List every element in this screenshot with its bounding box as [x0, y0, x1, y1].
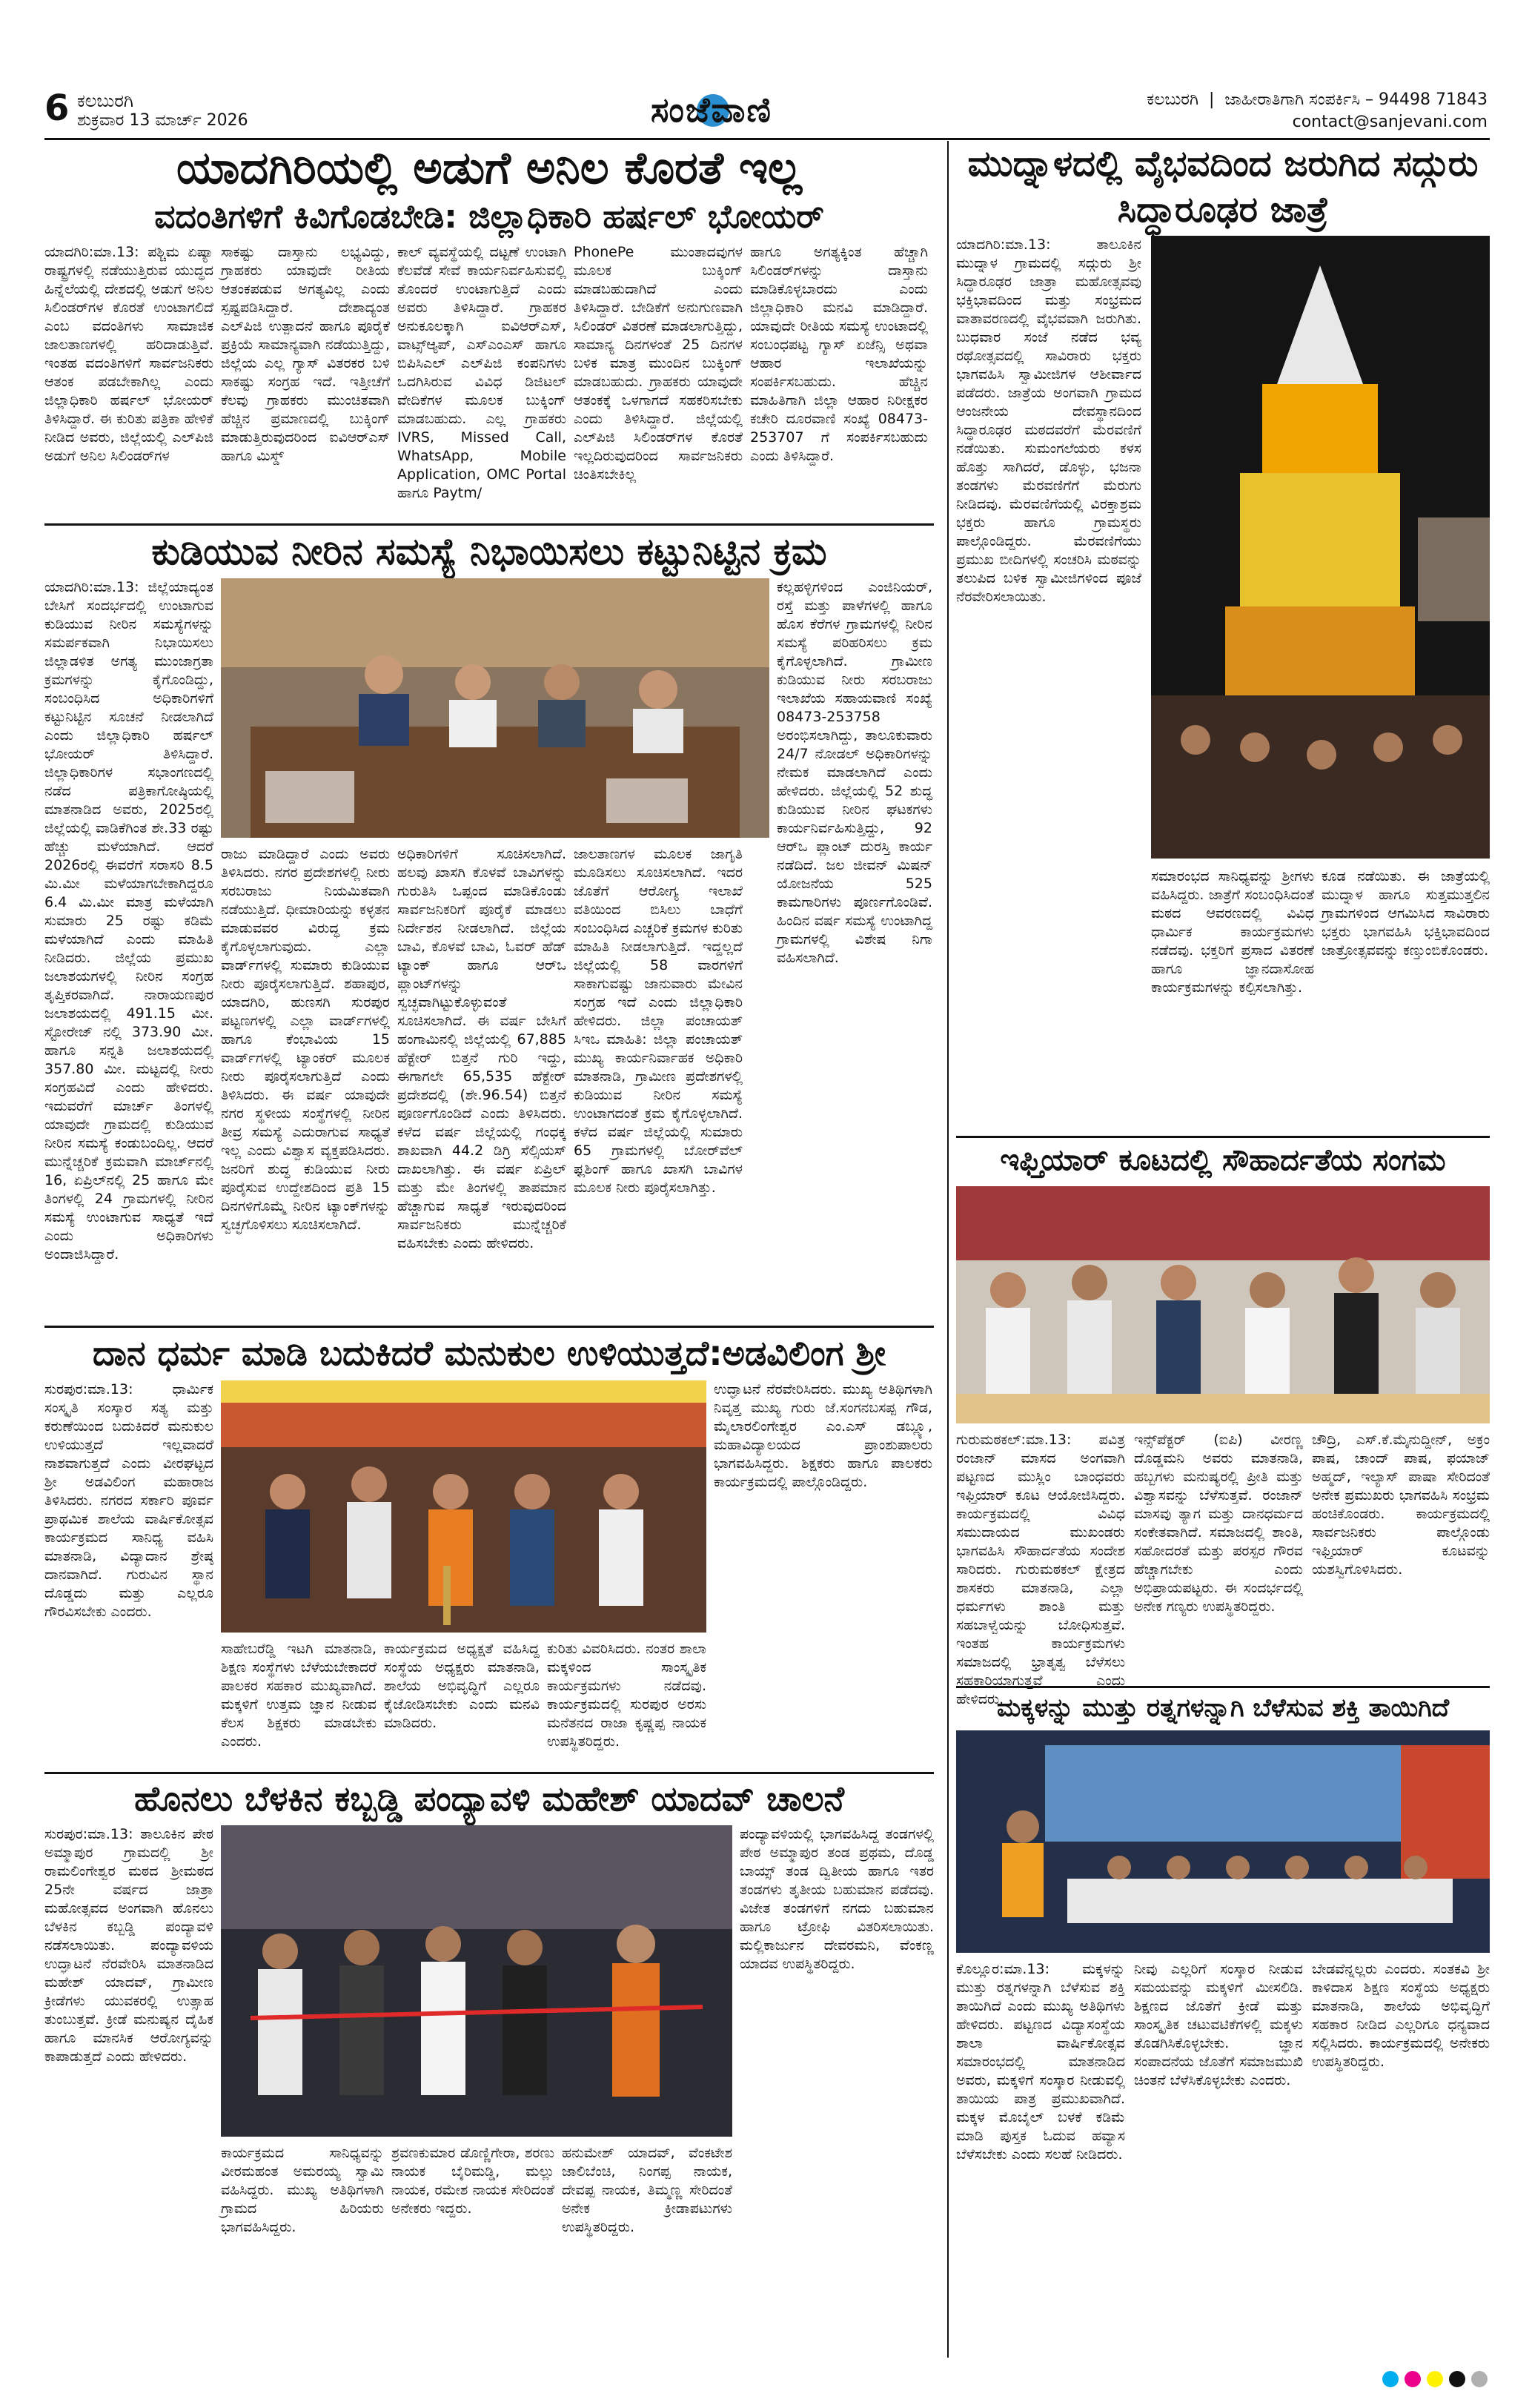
- dana-photo-svg: [221, 1380, 706, 1633]
- iftar-col-1: ಗುರುಮಠಕಲ್:ಮಾ.13: ಪವಿತ್ರ ರಂಜಾನ್ ಮಾಸದ ಅಂಗವಾಗಿ ಪಟ್ಟಣದ ಮುಸ್ಲಿಂ ಬಾಂಧವರು ಇಫ್ತಿಯಾರ್ ಕೂಟ ಆಯೋಜಿಸಿದ್ದರು. ಕಾರ್ಯಕ್ರಮದಲ್ಲಿ ವಿವಿಧ ಸಮುದಾಯದ ಮುಖಂಡರು ಭಾಗವಹಿಸಿ ಸೌಹಾರ್ದತೆಯ ಸಂದೇಶ ಸಾರಿದರು. ಗುರುಮಠಕಲ್ ಕ್ಷೇತ್ರದ ಶಾಸಕರು ಮಾತನಾಡಿ, ಎಲ್ಲಾ ಧರ್ಮಗಳು ಶಾಂತಿ ಮತ್ತು ಸಹಬಾಳ್ವೆಯನ್ನು ಬೋಧಿಸುತ್ತವೆ. ಇಂತಹ ಕಾರ್ಯಕ್ರಮಗಳು ಸಮಾಜದಲ್ಲಿ ಭ್ರಾತೃತ್ವ ಬೆಳೆಸಲು ಸಹಕಾರಿಯಾಗುತ್ತವೆ ಎಂದು ಹೇಳಿದರು.: [956, 1432, 1125, 1707]
- cmyk-dot-yellow: [1427, 2371, 1443, 2387]
- kabaddi-col-3: ಶ್ರವಣಕುಮಾರ ಡೊಣ್ಣಿಗೇರಾ, ಶರಣು ನಾಯಕ ಬೈರಿಮಡ್ಡಿ, ಮಲ್ಲು ನಾಯಕ, ರಮೇಶ ನಾಯಕ ಸೇರಿದಂತೆ ಅನೇಕರು ಇದ್ದರು.: [391, 2145, 554, 2217]
- dana-col-4: ಕುರಿತು ವಿವರಿಸಿದರು. ನಂತರ ಶಾಲಾ ಮಕ್ಕಳಿಂದ ಸಾಂಸ್ಕೃತಿಕ ಕಾರ್ಯಕ್ರಮಗಳು ನಡೆದವು. ಕಾರ್ಯಕ್ರಮದಲ್ಲಿ ಸುರಪುರ ಅರಸು ಮನೆತನದ ರಾಜಾ ಕೃಷ್ಣಪ್ಪ ನಾಯಕ ಉಪಸ್ಥಿತರಿದ್ದರು.: [547, 1641, 706, 1750]
- gas-col-4: PhonePe ಮುಂತಾದವುಗಳ ಮೂಲಕ ಬುಕ್ಕಿಂಗ್ ಮಾಡಬಹುದಾಗಿದೆ ಎಂದು ತಿಳಿಸಿದ್ದಾರೆ. ಬೇಡಿಕೆಗೆ ಅನುಗುಣವಾಗಿ ಸಿಲಿಂಡರ್ ವಿತರಣೆ ಮಾಡಲಾಗುತ್ತಿದ್ದು, ಸಾಮಾನ್ಯ ದಿನಗಳಂತೆ 25 ದಿನಗಳ ಬಳಿಕ ಮಾತ್ರ ಮುಂದಿನ ಬುಕ್ಕಿಂಗ್ ಮಾಡಬಹುದು. ಗ್ರಾಹಕರು ಯಾವುದೇ ಆತಂಕಕ್ಕೆ ಒಳಗಾಗದೆ ಸಹಕರಿಸಬೇಕು ಎಂದು ತಿಳಿಸಿದ್ದಾರೆ. ಜಿಲ್ಲೆಯಲ್ಲಿ ಎಲ್‌ಪಿಜಿ ಸಿಲಿಂಡರ್‌ಗಳ ಕೊರತೆ ಇಲ್ಲದಿರುವುದರಿಂದ ಸಾರ್ವಜನಿಕರು ಚಿಂತಿಸಬೇಕಿಲ್ಲ: [574, 244, 743, 483]
- gas-col-5: ಹಾಗೂ ಅಗತ್ಯಕ್ಕಿಂತ ಹೆಚ್ಚಾಗಿ ಸಿಲಿಂಡರ್‌ಗಳನ್ನು ದಾಸ್ತಾನು ಮಾಡಿಕೊಳ್ಳಬಾರದು ಎಂದು ಜಿಲ್ಲಾಧಿಕಾರಿ ಮನವಿ ಮಾಡಿದ್ದಾರೆ. ಯಾವುದೇ ರೀತಿಯ ಸಮಸ್ಯೆ ಉಂಟಾದಲ್ಲಿ ಸಂಬಂಧಪಟ್ಟ ಗ್ಯಾಸ್ ಏಜೆನ್ಸಿ ಅಥವಾ ಆಹಾರ ಇಲಾಖೆಯನ್ನು ಸಂಪರ್ಕಿಸಬಹುದು. ಹೆಚ್ಚಿನ ಮಾಹಿತಿಗಾಗಿ ಜಿಲ್ಲಾ ಆಹಾರ ನಿರೀಕ್ಷಕರ ಕಚೇರಿ ದೂರವಾಣಿ ಸಂಖ್ಯೆ 08473-253707 ಗೆ ಸಂಪರ್ಕಿಸಬಹುದು ಎಂದು ತಿಳಿಸಿದ್ದಾರೆ.: [750, 244, 928, 464]
- gas-subheadline: ವದಂತಿಗಳಿಗೆ ಕಿವಿಗೊಡಬೇಡಿ: ಜಿಲ್ಲಾಧಿಕಾರಿ ಹರ್ಷಲ್ ಭೋಯರ್: [154, 198, 824, 236]
- water-col-2: ರಾಜು ಮಾಡಿದ್ದಾರೆ ಎಂದು ಅವರು ತಿಳಿಸಿದರು. ನಗರ ಪ್ರದೇಶಗಳಲ್ಲಿ ನೀರು ಸರಬರಾಜು ನಿಯಮಿತವಾಗಿ ನಡೆಯುತ್ತಿದೆ. ಧೀಮಾರಿಯನ್ನು ಕಳ್ಳತನ ಮಾಡುವವರ ವಿರುದ್ಧ ಕ್ರಮ ಕೈಗೊಳ್ಳಲಾಗುವುದು. ಎಲ್ಲಾ ವಾರ್ಡ್‌ಗಳಲ್ಲಿ ಸುಮಾರು ಕುಡಿಯುವ ನೀರು ಪೂರೈಸಲಾಗುತ್ತಿದೆ. ಶಹಾಪುರ, ಯಾದಗಿರಿ, ಹುಣಸಗಿ ಸುರಪುರ ಪಟ್ಟಣಗಳಲ್ಲಿ ಎಲ್ಲಾ ವಾರ್ಡ್‌ಗಳಲ್ಲಿ ಹಾಗೂ ಕೆಂಭಾವಿಯ 15 ವಾರ್ಡ್‌ಗಳಲ್ಲಿ ಟ್ಯಾಂಕರ್ ಮೂಲಕ ನೀರು ಪೂರೈಸಲಾಗುತ್ತಿದೆ ಎಂದು ತಿಳಿಸಿದರು. ಈ ವರ್ಷ ಯಾವುದೇ ನಗರ ಸ್ಥಳೀಯ ಸಂಸ್ಥೆಗಳಲ್ಲಿ ನೀರಿನ ತೀವ್ರ ಸಮಸ್ಯೆ ಎದುರಾಗುವ ಸಾಧ್ಯತೆ ಇಲ್ಲ ಎಂದು ವಿಶ್ವಾಸ ವ್ಯಕ್ತಪಡಿಸಿದರು. ಜನರಿಗೆ ಶುದ್ಧ ಕುಡಿಯುವ ನೀರು ಪೂರೈಸುವ ಉದ್ದೇಶದಿಂದ ಪ್ರತಿ 15 ದಿನಗಳಿಗೊಮ್ಮೆ ನೀರಿನ ಟ್ಯಾಂಕ್‌ಗಳನ್ನು ಸ್ವಚ್ಛಗೊಳಿಸಲು ಸೂಚಿಸಲಾಗಿದೆ.: [221, 846, 390, 1233]
- water-col-5: ಕಲ್ಲಹಳ್ಳಿಗಳಿಂದ ಎಂಜಿನಿಯರ್, ರಸ್ತೆ ಮತ್ತು ಪಾಳೆಗಳಲ್ಲಿ ಹಾಗೂ ಹೊಸ ಕೆರೆಗಳ ಗ್ರಾಮಗಳಲ್ಲಿ ನೀರಿನ ಸಮಸ್ಯೆ ಪರಿಹರಿಸಲು ಕ್ರಮ ಕೈಗೊಳ್ಳಲಾಗಿದೆ. ಗ್ರಾಮೀಣ ಕುಡಿಯುವ ನೀರು ಸರಬರಾಜು ಇಲಾಖೆಯ ಸಹಾಯವಾಣಿ ಸಂಖ್ಯೆ 08473-253758 ಅರಂಭಿಸಲಾಗಿದ್ದು, ತಾಲೂಕುವಾರು 24/7 ನೋಡಲ್ ಅಧಿಕಾರಿಗಳನ್ನು ನೇಮಕ ಮಾಡಲಾಗಿದೆ ಎಂದು ಹೇಳಿದರು. ಜಿಲ್ಲೆಯಲ್ಲಿ 52 ಶುದ್ಧ ಕುಡಿಯುವ ನೀರಿನ ಘಟಕಗಳು ಕಾರ್ಯನಿರ್ವಹಿಸುತ್ತಿದ್ದು, 92 ಆರ್‌ಒ ಪ್ಲಾಂಟ್ ದುರಸ್ತಿ ಕಾರ್ಯ ನಡೆದಿದೆ. ಜಲ ಜೀವನ್ ಮಿಷನ್ ಯೋಜನೆಯ 525 ಕಾಮಗಾರಿಗಳು ಪೂರ್ಣಗೊಂಡಿವೆ. ಹಿಂದಿನ ವರ್ಷ ಸಮಸ್ಯೆ ಉಂಟಾಗಿದ್ದ ಗ್ರಾಮಗಳಲ್ಲಿ ವಿಶೇಷ ನಿಗಾ ವಹಿಸಲಾಗಿದೆ.: [777, 579, 932, 966]
- makkalu-col-2: ನೀವು ಎಲ್ಲರಿಗೆ ಸಂಸ್ಕಾರ ನೀಡುವ ಸಮಯವನ್ನು ಮಕ್ಕಳಿಗೆ ಮೀಸಲಿಡಿ. ಶಿಕ್ಷಣದ ಜೊತೆಗೆ ಕ್ರೀಡೆ ಮತ್ತು ಸಾಂಸ್ಕೃತಿಕ ಚಟುವಟಿಕೆಗಳಲ್ಲಿ ಮಕ್ಕಳು ತೊಡಗಿಸಿಕೊಳ್ಳಬೇಕು. ಜ್ಞಾನ ಸಂಪಾದನೆಯ ಜೊತೆಗೆ ಸಮಾಜಮುಖಿ ಚಿಂತನೆ ಬೆಳೆಸಿಕೊಳ್ಳಬೇಕು ಎಂದರು.: [1134, 1961, 1303, 2088]
- column-divider: [947, 141, 949, 2358]
- kabaddi-col-5: ಪಂದ್ಯಾವಳಿಯಲ್ಲಿ ಭಾಗವಹಿಸಿದ್ದ ತಂಡಗಳಲ್ಲಿ ಪೇಠ ಅಮ್ಮಾಪುರ ತಂಡ ಪ್ರಥಮ, ದೊಡ್ಡ ಬಾಯ್ಸ್ ತಂಡ ದ್ವಿತೀಯ ಹಾಗೂ ಇತರ ತಂಡಗಳು ತೃತೀಯ ಬಹುಮಾನ ಪಡೆದವು. ವಿಜೇತ ತಂಡಗಳಿಗೆ ನಗದು ಬಹುಮಾನ ಹಾಗೂ ಟ್ರೋಫಿ ವಿತರಿಸಲಾಯಿತು. ಮಲ್ಲಿಕಾರ್ಜುನ ದೇವರಮನಿ, ವೆಂಕಣ್ಣ ಯಾದವ ಉಪಸ್ಥಿತರಿದ್ದರು.: [740, 1826, 934, 1972]
- jatre-headline: ಮುದ್ನಾಳದಲ್ಲಿ ವೈಭವದಿಂದ ಜರುಗಿದ ಸದ್ಗುರು ಸಿದ್ಧಾರೂಢರ ಜಾತ್ರೆ: [967, 143, 1479, 231]
- makkalu-stage-photo: [956, 1730, 1490, 1953]
- dana-rule: [44, 1772, 934, 1774]
- water-headline: ಕುಡಿಯುವ ನೀರಿನ ಸಮಸ್ಯೆ ನಿಭಾಯಿಸಲು ಕಟ್ಟುನಿಟ್ಟಿನ ಕ್ರಮ: [151, 530, 827, 573]
- makkalu-col-1: ಕೊಲ್ಲೂರ:ಮಾ.13: ಮಕ್ಕಳನ್ನು ಮುತ್ತು ರತ್ನಗಳನ್ನಾಗಿ ಬೆಳೆಸುವ ಶಕ್ತಿ ತಾಯಿಗಿದೆ ಎಂದು ಮುಖ್ಯ ಅತಿಥಿಗಳು ಹೇಳಿದರು. ಪಟ್ಟಣದ ವಿದ್ಯಾಸಂಸ್ಥೆಯ ಶಾಲಾ ವಾರ್ಷಿಕೋತ್ಸವ ಸಮಾರಂಭದಲ್ಲಿ ಮಾತನಾಡಿದ ಅವರು, ಮಕ್ಕಳಿಗೆ ಸಂಸ್ಕಾರ ನೀಡುವಲ್ಲಿ ತಾಯಿಯ ಪಾತ್ರ ಪ್ರಮುಖವಾಗಿದೆ. ಮಕ್ಕಳ ಮೊಬೈಲ್ ಬಳಕೆ ಕಡಿಮೆ ಮಾಡಿ ಪುಸ್ತಕ ಓದುವ ಹವ್ಯಾಸ ಬೆಳೆಸಬೇಕು ಎಂದು ಸಲಹೆ ನೀಡಿದರು.: [956, 1961, 1125, 2163]
- dana-col-3: ಕಾರ್ಯಕ್ರಮದ ಅಧ್ಯಕ್ಷತೆ ವಹಿಸಿದ್ದ ಸಂಸ್ಥೆಯ ಅಧ್ಯಕ್ಷರು ಮಾತನಾಡಿ, ಶಾಲೆಯ ಅಭಿವೃದ್ಧಿಗೆ ಎಲ್ಲರೂ ಕೈಜೋಡಿಸಬೇಕು ಎಂದು ಮನವಿ ಮಾಡಿದರು.: [384, 1641, 540, 1731]
- dana-col-2: ಸಾಹೇಬರೆಡ್ಡಿ ಇಟಗಿ ಮಾತನಾಡಿ, ಶಿಕ್ಷಣ ಸಂಸ್ಥೆಗಳು ಬೆಳೆಯಬೇಕಾದರೆ ಪಾಲಕರ ಸಹಕಾರ ಮುಖ್ಯವಾಗಿದೆ. ಮಕ್ಕಳಿಗೆ ಉತ್ತಮ ಜ್ಞಾನ ನೀಡುವ ಕೆಲಸ ಶಿಕ್ಷಕರು ಮಾಡಬೇಕು ಎಂದರು.: [221, 1641, 377, 1750]
- cmyk-dot-cyan: [1382, 2371, 1399, 2387]
- iftar-col-3: ಚೌದ್ರಿ, ಎಸ್.ಕೆ.ಮೈನುದ್ದೀನ್, ಅಕ್ರಂ ಪಾಷ, ಚಾಂದ್ ಪಾಷ, ಫಯಾಜ್ ಅಹ್ಮದ್, ಇಲ್ಯಾಸ್ ಪಾಷಾ ಸೇರಿದಂತೆ ಅನೇಕ ಪ್ರಮುಖರು ಭಾಗವಹಿಸಿ ಸಂಭ್ರಮ ಹಂಚಿಕೊಂಡರು. ಕಾರ್ಯಕ್ರಮದಲ್ಲಿ ಸಾರ್ವಜನಿಕರು ಪಾಲ್ಗೊಂಡು ಇಫ್ತಿಯಾರ್ ಕೂಟವನ್ನು ಯಶಸ್ವಿಗೊಳಿಸಿದರು.: [1312, 1432, 1490, 1578]
- dana-headline: ದಾನ ಧರ್ಮ ಮಾಡಿ ಬದುಕಿದರೆ ಮನುಕುಲ ಉಳಿಯುತ್ತದೆ:ಅಡವಿಲಿಂಗ ಶ್ರೀ: [93, 1333, 886, 1373]
- contact-email: contact@sanjevani.com: [1292, 113, 1488, 131]
- masthead-text: ಸಂಜೆವಾಣಿ: [651, 90, 772, 130]
- jatre-photo-svg: [1151, 236, 1490, 859]
- kabaddi-col-1: ಸುರಪುರ:ಮಾ.13: ತಾಲೂಕಿನ ಪೇಠ ಅಮ್ಮಾಪುರ ಗ್ರಾಮದಲ್ಲಿ ಶ್ರೀ ರಾಮಲಿಂಗೇಶ್ವರ ಮಠದ ಶ್ರೀಮಠದ 25ನೇ ವರ್ಷದ ಜಾತ್ರಾ ಮಹೋತ್ಸವದ ಅಂಗವಾಗಿ ಹೊನಲು ಬೆಳಕಿನ ಕಬ್ಬಡ್ಡಿ ಪಂದ್ಯಾವಳಿ ನಡೆಸಲಾಯಿತು. ಪಂದ್ಯಾವಳಿಯ ಉದ್ಘಾಟನೆ ನೆರವೇರಿಸಿ ಮಾತನಾಡಿದ ಮಹೇಶ್ ಯಾದವ್, ಗ್ರಾಮೀಣ ಕ್ರೀಡೆಗಳು ಯುವಕರಲ್ಲಿ ಉತ್ಸಾಹ ತುಂಬುತ್ತವೆ. ಕ್ರೀಡೆ ಮನುಷ್ಯನ ದೈಹಿಕ ಹಾಗೂ ಮಾನಸಿಕ ಆರೋಗ್ಯವನ್ನು ಕಾಪಾಡುತ್ತದೆ ಎಂದು ಹೇಳಿದರು.: [44, 1826, 213, 2065]
- ad-contact: ಜಾಹೀರಾತಿಗಾಗಿ ಸಂಪರ್ಕಿಸಿ – 94498 71843: [1224, 90, 1488, 109]
- cmyk-dot-grey: [1471, 2371, 1488, 2387]
- iftar-rule: [956, 1686, 1490, 1688]
- header-rule: [44, 138, 1490, 140]
- makkalu-headline: ಮಕ್ಕಳನ್ನು ಮುತ್ತು ರತ್ನಗಳನ್ನಾಗಿ ಬೆಳೆಸುವ ಶಕ್ತಿ ತಾಯಿಗಿದೆ: [996, 1693, 1450, 1723]
- masthead-logo: [504, 85, 919, 136]
- dana-col-1: ಸುರಪುರ:ಮಾ.13: ಧಾರ್ಮಿಕ ಸಂಸ್ಕೃತಿ ಸಂಸ್ಕಾರ ಸತ್ಯ ಮತ್ತು ಕರುಣೆಯಿಂದ ಬದುಕಿದರೆ ಮನುಕುಲ ಉಳಿಯುತ್ತದೆ ಇಲ್ಲವಾದರೆ ನಾಶವಾಗುತ್ತದೆ ಎಂದು ವೀರಘಟ್ಟದ ಶ್ರೀ ಅಡವಿಲಿಂಗ ಮಹಾರಾಜ ತಿಳಿಸಿದರು. ನಗರದ ಸರ್ಕಾರಿ ಪೂರ್ವ ಪ್ರಾಥಮಿಕ ಶಾಲೆಯ ವಾರ್ಷಿಕೋತ್ಸವ ಕಾರ್ಯಕ್ರಮದ ಸಾನಿಧ್ಯ ವಹಿಸಿ ಮಾತನಾಡಿ, ವಿದ್ಯಾದಾನ ಶ್ರೇಷ್ಠ ದಾನವಾಗಿದೆ. ಗುರುವಿನ ಸ್ಥಾನ ದೊಡ್ಡದು ಮತ್ತು ಎಲ್ಲರೂ ಗೌರವಿಸಬೇಕು ಎಂದರು.: [44, 1381, 213, 1620]
- iftar-col-2: ಇನ್ಸ್‌ಪೆಕ್ಟರ್ (ಐಪಿ) ವೀರಣ್ಣ ದೊಡ್ಡಮನಿ ಅವರು ಮಾತನಾಡಿ, ಹಬ್ಬಗಳು ಮನುಷ್ಯರಲ್ಲಿ ಪ್ರೀತಿ ಮತ್ತು ವಿಶ್ವಾಸವನ್ನು ಬೆಳೆಸುತ್ತವೆ. ರಂಜಾನ್ ಮಾಸವು ತ್ಯಾಗ ಮತ್ತು ದಾನಧರ್ಮದ ಸಂಕೇತವಾಗಿದೆ. ಸಮಾಜದಲ್ಲಿ ಶಾಂತಿ, ಸಹೋದರತೆ ಮತ್ತು ಪರಸ್ಪರ ಗೌರವ ಹೆಚ್ಚಾಗಬೇಕು ಎಂದು ಅಭಿಪ್ರಾಯಪಟ್ಟರು. ಈ ಸಂದರ್ಭದಲ್ಲಿ ಅನೇಕ ಗಣ್ಯರು ಉಪಸ್ಥಿತರಿದ್ದರು.: [1134, 1432, 1303, 1615]
- cmyk-registration-marks: [1382, 2371, 1488, 2387]
- jatre-col-2: ಸಮಾರಂಭದ ಸಾನಿಧ್ಯವನ್ನು ಶ್ರೀಗಳು ವಹಿಸಿದ್ದರು. ಜಾತ್ರೆಗೆ ಸಂಬಂಧಿಸಿದಂತೆ ಮಠದ ಆವರಣದಲ್ಲಿ ವಿವಿಧ ಧಾರ್ಮಿಕ ಕಾರ್ಯಕ್ರಮಗಳು ನಡೆದವು. ಭಕ್ತರಿಗೆ ಪ್ರಸಾದ ವಿತರಣೆ ಹಾಗೂ ಜ್ಞಾನದಾಸೋಹ ಕಾರ್ಯಕ್ರಮಗಳನ್ನು ಕಲ್ಪಿಸಲಾಗಿತ್ತು.: [1151, 868, 1314, 996]
- water-rule: [44, 1326, 934, 1328]
- water-col-4: ಜಾಲತಾಣಗಳ ಮೂಲಕ ಜಾಗೃತಿ ಮೂಡಿಸಲು ಸೂಚಿಸಲಾಗಿದೆ. ಇದರ ಜೊತೆಗೆ ಆರೋಗ್ಯ ಇಲಾಖೆ ವತಿಯಿಂದ ಬಿಸಿಲು ಬಾಧೆಗೆ ಸಂಬಂಧಿಸಿದ ಎಚ್ಚರಿಕೆ ಕ್ರಮಗಳ ಕುರಿತು ಮಾಹಿತಿ ನೀಡಲಾಗುತ್ತಿದೆ. ಇದ್ದಲ್ಲದೆ ಜಿಲ್ಲೆಯಲ್ಲಿ 58 ವಾರಗಳಿಗೆ ಸಾಕಾಗುವಷ್ಟು ಜಾನುವಾರು ಮೇವಿನ ಸಂಗ್ರಹ ಇದೆ ಎಂದು ಜಿಲ್ಲಾಧಿಕಾರಿ ಹೇಳಿದರು. ಜಿಲ್ಲಾ ಪಂಚಾಯತ್ ಸಿಇಒ ಮಾಹಿತಿ: ಜಿಲ್ಲಾ ಪಂಚಾಯತ್ ಮುಖ್ಯ ಕಾರ್ಯನಿರ್ವಾಹಕ ಅಧಿಕಾರಿ ಮಾತನಾಡಿ, ಗ್ರಾಮೀಣ ಪ್ರದೇಶಗಳಲ್ಲಿ ಕುಡಿಯುವ ನೀರಿನ ಸಮಸ್ಯೆ ಉಂಟಾಗದಂತೆ ಕ್ರಮ ಕೈಗೊಳ್ಳಲಾಗಿದೆ. ಕಳೆದ ವರ್ಷ ಜಿಲ್ಲೆಯಲ್ಲಿ ಸುಮಾರು 65 ಗ್ರಾಮಗಳಲ್ಲಿ ಬೋರ್‌ವೆಲ್ ಫ್ಲಶಿಂಗ್ ಹಾಗೂ ಖಾಸಗಿ ಬಾವಿಗಳ ಮೂಲಕ ನೀರು ಪೂರೈಸಲಾಗಿತ್ತು.: [574, 846, 743, 1196]
- water-photo-svg: [221, 578, 769, 838]
- kabaddi-col-2: ಕಾರ್ಯಕ್ರಮದ ಸಾನಿಧ್ಯವನ್ನು ವೀರಮಹಂತ ಅಮರಯ್ಯ ಸ್ವಾಮಿ ವಹಿಸಿದ್ದರು. ಮುಖ್ಯ ಅತಿಥಿಗಳಾಗಿ ಗ್ರಾಮದ ಹಿರಿಯರು ಭಾಗವಹಿಸಿದ್ದರು.: [221, 2145, 384, 2235]
- page-number: 6: [44, 87, 70, 129]
- header-right-city: ಕಲಬುರಗಿ: [1147, 90, 1198, 109]
- cmyk-dot-magenta: [1405, 2371, 1421, 2387]
- jatre-col-3: ಕೂಡ ನಡೆಯಿತು. ಈ ಜಾತ್ರೆಯಲ್ಲಿ ಮುದ್ನಾಳ ಹಾಗೂ ಸುತ್ತಮುತ್ತಲಿನ ಗ್ರಾಮಗಳಿಂದ ಆಗಮಿಸಿದ ಸಾವಿರಾರು ಭಕ್ತರು ಭಾಗವಹಿಸಿ ಭಕ್ತಿಭಾವದಿಂದ ಜಾತ್ರೋತ್ಸವವನ್ನು ಕಣ್ತುಂಬಿಕೊಂಡರು.: [1322, 868, 1490, 959]
- gas-rule: [44, 523, 934, 526]
- kabaddi-col-4: ಹನುಮೇಶ್ ಯಾದವ್, ವೆಂಕಟೇಶ ಜಾಲಿಬೆಂಚಿ, ನಿಂಗಪ್ಪ ನಾಯಕ, ದೇವಪ್ಪ ನಾಯಕ, ತಿಮ್ಮಣ್ಣ ಸೇರಿದಂತೆ ಅನೇಕ ಕ್ರೀಡಾಪಟುಗಳು ಉಪಸ್ಥಿತರಿದ್ದರು.: [562, 2145, 732, 2235]
- makkalu-photo-svg: [956, 1730, 1490, 1953]
- iftar-photo-svg: [956, 1186, 1490, 1423]
- iftar-photo: [956, 1186, 1490, 1423]
- jatre-chariot-photo: [1151, 236, 1490, 859]
- gas-headline: ಯಾದಗಿರಿಯಲ್ಲಿ ಅಡುಗೆ ಅನಿಲ ಕೊರತೆ ಇಲ್ಲ: [176, 142, 802, 194]
- gas-col-1: ಯಾದಗಿರಿ:ಮಾ.13: ಪಶ್ಚಿಮ ಏಷ್ಯಾ ರಾಷ್ಟ್ರಗಳಲ್ಲಿ ನಡೆಯುತ್ತಿರುವ ಯುದ್ಧದ ಹಿನ್ನೆಲೆಯಲ್ಲಿ ದೇಶದಲ್ಲಿ ಅಡುಗೆ ಅನಿಲ ಸಿಲಿಂಡರ್‌ಗಳ ಕೊರತೆ ಉಂಟಾಗಲಿದೆ ಎಂಬ ವದಂತಿಗಳು ಸಾಮಾಜಿಕ ಜಾಲತಾಣಗಳಲ್ಲಿ ಹರಿದಾಡುತ್ತಿವೆ. ಇಂತಹ ವದಂತಿಗಳಿಗೆ ಸಾರ್ವಜನಿಕರು ಆತಂಕ ಪಡಬೇಕಾಗಿಲ್ಲ ಎಂದು ಜಿಲ್ಲಾಧಿಕಾರಿ ಹರ್ಷಲ್ ಭೋಯರ್ ತಿಳಿಸಿದ್ದಾರೆ. ಈ ಕುರಿತು ಪತ್ರಿಕಾ ಹೇಳಿಕೆ ನೀಡಿದ ಅವರು, ಜಿಲ್ಲೆಯಲ್ಲಿ ಎಲ್‌ಪಿಜಿ ಅಡುಗೆ ಅನಿಲ ಸಿಲಿಂಡರ್‌ಗಳ: [44, 244, 213, 464]
- header-contact: ಕಲಬುರಗಿ | ಜಾಹೀರಾತಿಗಾಗಿ ಸಂಪರ್ಕಿಸಿ – 94498 71843 contact@sanjevani.com: [1147, 89, 1488, 133]
- dana-col-5: ಉದ್ಘಾಟನೆ ನೆರವೇರಿಸಿದರು. ಮುಖ್ಯ ಅತಿಥಿಗಳಾಗಿ ನಿವೃತ್ತ ಮುಖ್ಯ ಗುರು ಜೆ.ಸಂಗನಬಸಪ್ಪ ಗೌಡ, ಮೈಲಾರಲಿಂಗೇಶ್ವರ ಎಂ.ಎಸ್ ಡಬ್ಲ್ಯೂ, ಮಹಾವಿದ್ಯಾಲಯದ ಪ್ರಾಂಶುಪಾಲರು ಭಾಗವಹಿಸಿದ್ದರು. ಶಿಕ್ಷಕರು ಹಾಗೂ ಪಾಲಕರು ಕಾರ್ಯಕ್ರಮದಲ್ಲಿ ಪಾಲ್ಗೊಂಡಿದ್ದರು.: [714, 1381, 932, 1490]
- gas-col-2: ಸಾಕಷ್ಟು ದಾಸ್ತಾನು ಲಭ್ಯವಿದ್ದು, ಗ್ರಾಹಕರು ಯಾವುದೇ ರೀತಿಯ ಆತಂಕಪಡುವ ಅಗತ್ಯವಿಲ್ಲ ಎಂದು ಸ್ಪಷ್ಟಪಡಿಸಿದ್ದಾರೆ. ದೇಶಾದ್ಯಂತ ಎಲ್‌ಪಿಜಿ ಉತ್ಪಾದನೆ ಹಾಗೂ ಪೂರೈಕೆ ಪ್ರಕ್ರಿಯೆ ಸಾಮಾನ್ಯವಾಗಿ ನಡೆಯುತ್ತಿದ್ದು, ಜಿಲ್ಲೆಯ ಎಲ್ಲ ಗ್ಯಾಸ್ ವಿತರಕರ ಬಳಿ ಸಾಕಷ್ಟು ಸಂಗ್ರಹ ಇದೆ. ಇತ್ತೀಚೆಗೆ ಕೆಲವು ಗ್ರಾಹಕರು ಮುಂಚಿತವಾಗಿ ಹೆಚ್ಚಿನ ಪ್ರಮಾಣದಲ್ಲಿ ಬುಕ್ಕಿಂಗ್ ಮಾಡುತ್ತಿರುವುದರಿಂದ ಐವಿಆರ್‌ಎಸ್ ಹಾಗೂ ಮಿಸ್ಡ್: [221, 244, 390, 464]
- makkalu-col-3: ಬೇಡವೆನ್ನಲ್ಲರು ಎಂದರು. ಸಂತಕವಿ ಶ್ರೀ ಕಾಳಿದಾಸ ಶಿಕ್ಷಣ ಸಂಸ್ಥೆಯ ಅಧ್ಯಕ್ಷರು ಮಾತನಾಡಿ, ಶಾಲೆಯ ಅಭಿವೃದ್ಧಿಗೆ ಸಹಕಾರ ನೀಡಿದ ಎಲ್ಲರಿಗೂ ಧನ್ಯವಾದ ಸಲ್ಲಿಸಿದರು. ಕಾರ್ಯಕ್ರಮದಲ್ಲಿ ಅನೇಕರು ಉಪಸ್ಥಿತರಿದ್ದರು.: [1312, 1961, 1490, 2070]
- jatre-col-1: ಯಾದಗಿರಿ:ಮಾ.13: ತಾಲೂಕಿನ ಮುದ್ನಾಳ ಗ್ರಾಮದಲ್ಲಿ ಸದ್ಗುರು ಶ್ರೀ ಸಿದ್ಧಾರೂಢರ ಜಾತ್ರಾ ಮಹೋತ್ಸವವು ಭಕ್ತಿಭಾವದಿಂದ ಮತ್ತು ಸಂಭ್ರಮದ ವಾತಾವರಣದಲ್ಲಿ ವೈಭವವಾಗಿ ಜರುಗಿತು. ಬುಧವಾರ ಸಂಜೆ ನಡೆದ ಭವ್ಯ ರಥೋತ್ಸವದಲ್ಲಿ ಸಾವಿರಾರು ಭಕ್ತರು ಭಾಗವಹಿಸಿ ಸ್ವಾಮೀಜಿಗಳ ಆಶೀರ್ವಾದ ಪಡೆದರು. ಜಾತ್ರೆಯ ಅಂಗವಾಗಿ ಗ್ರಾಮದ ಆಂಜನೇಯ ದೇವಸ್ಥಾನದಿಂದ ಸಿದ್ಧಾರೂಢರ ಮಠದವರೆಗೆ ಮೆರವಣಿಗೆ ನಡೆಯಿತು. ಸುಮಂಗಲೆಯರು ಕಳಸ ಹೊತ್ತು ಸಾಗಿದರೆ, ಡೊಳ್ಳು, ಭಜನಾ ತಂಡಗಳು ಮೆರವಣಿಗೆಗೆ ಮೆರುಗು ನೀಡಿದವು. ಮೆರವಣಿಗೆಯಲ್ಲಿ ವಿರಕ್ತಾಶ್ರಮ ಭಕ್ತರು ಹಾಗೂ ಗ್ರಾಮಸ್ಥರು ಪಾಲ್ಗೊಂಡಿದ್ದರು. ಮೆರವಣಿಗೆಯು ಪ್ರಮುಖ ಬೀದಿಗಳಲ್ಲಿ ಸಂಚರಿಸಿ ಮಠವನ್ನು ತಲುಪಿದ ಬಳಿಕ ಸ್ವಾಮೀಜಿಗಳಿಂದ ಪೂಜೆ ನೆರವೇರಿಸಲಾಯಿತು.: [956, 236, 1141, 605]
- water-col-3: ಅಧಿಕಾರಿಗಳಿಗೆ ಸೂಚಿಸಲಾಗಿದೆ. ಹಲವು ಖಾಸಗಿ ಕೊಳವೆ ಬಾವಿಗಳನ್ನು ಗುರುತಿಸಿ ಒಪ್ಪಂದ ಮಾಡಿಕೊಂಡು ಸಾರ್ವಜನಿಕರಿಗೆ ಪೂರೈಕೆ ಮಾಡಲು ನಿರ್ದೇಶನ ನೀಡಲಾಗಿದೆ. ಜಿಲ್ಲೆಯ ಬಾವಿ, ಕೊಳವೆ ಬಾವಿ, ಓವರ್ ಹೆಡ್ ಟ್ಯಾಂಕ್ ಹಾಗೂ ಆರ್‌ಒ ಪ್ಲಾಂಟ್‌ಗಳನ್ನು ಸ್ವಚ್ಛವಾಗಿಟ್ಟುಕೊಳ್ಳುವಂತೆ ಸೂಚಿಸಲಾಗಿದೆ. ಈ ವರ್ಷ ಬೇಸಿಗೆ ಹಂಗಾಮಿನಲ್ಲಿ ಜಿಲ್ಲೆಯಲ್ಲಿ 67,885 ಹೆಕ್ಟೇರ್ ಬಿತ್ತನೆ ಗುರಿ ಇದ್ದು, ಈಗಾಗಲೇ 65,535 ಹೆಕ್ಟೇರ್ ಪ್ರದೇಶದಲ್ಲಿ (ಶೇ.96.54) ಬಿತ್ತನೆ ಪೂರ್ಣಗೊಂಡಿದೆ ಎಂದು ತಿಳಿಸಿದರು. ಕಳೆದ ವರ್ಷ ಜಿಲ್ಲೆಯಲ್ಲಿ ಗಂಧಕ್ಕ ಶಾಖವಾಗಿ 44.2 ಡಿಗ್ರಿ ಸೆಲ್ಸಿಯಸ್ ದಾಖಲಾಗಿತ್ತು. ಈ ವರ್ಷ ಏಪ್ರಿಲ್ ಮತ್ತು ಮೇ ತಿಂಗಳಲ್ಲಿ ತಾಪಮಾನ ಹೆಚ್ಚಾಗುವ ಸಾಧ್ಯತೆ ಇರುವುದರಿಂದ ಸಾರ್ವಜನಿಕರು ಮುನ್ನೆಚ್ಚರಿಕೆ ವಹಿಸಬೇಕು ಎಂದು ಹೇಳಿದರು.: [397, 846, 566, 1251]
- gas-col-3: ಕಾಲ್ ವ್ಯವಸ್ಥೆಯಲ್ಲಿ ದಟ್ಟಣೆ ಉಂಟಾಗಿ ಕೆಲವೆಡೆ ಸೇವೆ ಕಾರ್ಯನಿರ್ವಹಿಸುವಲ್ಲಿ ತೊಂದರೆ ಉಂಟಾಗುತ್ತಿದೆ ಎಂದು ಅವರು ತಿಳಿಸಿದ್ದಾರೆ. ಗ್ರಾಹಕರ ಅನುಕೂಲಕ್ಕಾಗಿ ಐವಿಆರ್‌ಎಸ್, ವಾಟ್ಸ್‌ಆ್ಯಪ್, ಎಸ್‌ಎಂಎಸ್ ಹಾಗೂ ಬಿಪಿಸಿಎಲ್ ಎಲ್‌ಪಿಜಿ ಕಂಪನಿಗಳು ಒದಗಿಸಿರುವ ವಿವಿಧ ಡಿಜಿಟಲ್ ವೇದಿಕೆಗಳ ಮೂಲಕ ಬುಕ್ಕಿಂಗ್ ಮಾಡಬಹುದು. ಎಲ್ಲ ಗ್ರಾಹಕರು IVRS, Missed Call, WhatsApp, Mobile Application, OMC Portal ಹಾಗೂ Paytm/: [397, 244, 566, 501]
- cmyk-dot-black: [1449, 2371, 1465, 2387]
- header-date: ಶುಕ್ರವಾರ 13 ಮಾರ್ಚ್ 2026: [77, 111, 248, 130]
- header-city: ಕಲಬುರಗಿ: [77, 90, 134, 111]
- jatre-rule: [956, 1136, 1490, 1138]
- kabaddi-photo-svg: [221, 1825, 732, 2137]
- iftar-headline: ಇಫ್ತಿಯಾರ್ ಕೂಟದಲ್ಲಿ ಸೌಹಾರ್ದತೆಯ ಸಂಗಮ: [1000, 1143, 1446, 1177]
- dana-ceremony-photo: [221, 1380, 706, 1633]
- water-meeting-photo: [221, 578, 769, 838]
- water-col-1: ಯಾದಗಿರಿ:ಮಾ.13: ಜಿಲ್ಲೆಯಾದ್ಯಂತ ಬೇಸಿಗೆ ಸಂದರ್ಭದಲ್ಲಿ ಉಂಟಾಗುವ ಕುಡಿಯುವ ನೀರಿನ ಸಮಸ್ಯೆಗಳನ್ನು ಸಮರ್ಪಕವಾಗಿ ನಿಭಾಯಿಸಲು ಜಿಲ್ಲಾಡಳಿತ ಅಗತ್ಯ ಮುಂಜಾಗ್ರತಾ ಕ್ರಮಗಳನ್ನು ಕೈಗೊಂಡಿದ್ದು, ಸಂಬಂಧಿಸಿದ ಅಧಿಕಾರಿಗಳಿಗೆ ಕಟ್ಟುನಿಟ್ಟಿನ ಸೂಚನೆ ನೀಡಲಾಗಿದೆ ಎಂದು ಜಿಲ್ಲಾಧಿಕಾರಿ ಹರ್ಷಲ್ ಭೋಯರ್ ತಿಳಿಸಿದ್ದಾರೆ. ಜಿಲ್ಲಾಧಿಕಾರಿಗಳ ಸಭಾಂಗಣದಲ್ಲಿ ನಡೆದ ಪತ್ರಿಕಾಗೋಷ್ಠಿಯಲ್ಲಿ ಮಾತನಾಡಿದ ಅವರು, 2025ರಲ್ಲಿ ಜಿಲ್ಲೆಯಲ್ಲಿ ವಾಡಿಕೆಗಿಂತ ಶೇ.33 ರಷ್ಟು ಹೆಚ್ಚು ಮಳೆಯಾಗಿದೆ. ಆದರೆ 2026ರಲ್ಲಿ ಈವರೆಗೆ ಸರಾಸರಿ 8.5 ಮಿ.ಮೀ ಮಳೆಯಾಗಬೇಕಾಗಿದ್ದರೂ 6.4 ಮಿ.ಮೀ ಮಾತ್ರ ಮಳೆಯಾಗಿ ಸುಮಾರು 25 ರಷ್ಟು ಕಡಿಮೆ ಮಳೆಯಾಗಿದೆ ಎಂದು ಮಾಹಿತಿ ನೀಡಿದರು. ಜಿಲ್ಲೆಯ ಪ್ರಮುಖ ಜಲಾಶಯಗಳಲ್ಲಿ ನೀರಿನ ಸಂಗ್ರಹ ತೃಪ್ತಿಕರವಾಗಿದೆ. ನಾರಾಯಣಪುರ ಜಲಾಶಯದಲ್ಲಿ 491.15 ಮೀ. ಸ್ಟೋರೇಜ್ ನಲ್ಲಿ 373.90 ಮೀ. ಹಾಗೂ ಸನ್ನತಿ ಜಲಾಶಯದಲ್ಲಿ 357.80 ಮೀ. ಮಟ್ಟದಲ್ಲಿ ನೀರು ಸಂಗ್ರಹವಿದೆ ಎಂದು ಹೇಳಿದರು. ಇದುವರೆಗೆ ಮಾರ್ಚ್ ತಿಂಗಳಲ್ಲಿ ಯಾವುದೇ ಗ್ರಾಮದಲ್ಲಿ ಕುಡಿಯುವ ನೀರಿನ ಸಮಸ್ಯೆ ಕಂಡುಬಂದಿಲ್ಲ. ಆದರೆ ಮುನ್ನೆಚ್ಚರಿಕೆ ಕ್ರಮವಾಗಿ ಮಾರ್ಚ್‌ನಲ್ಲಿ 16, ಏಪ್ರಿಲ್‌ನಲ್ಲಿ 25 ಹಾಗೂ ಮೇ ತಿಂಗಳಲ್ಲಿ 24 ಗ್ರಾಮಗಳಲ್ಲಿ ನೀರಿನ ಸಮಸ್ಯೆ ಉಂಟಾಗುವ ಸಾಧ್ಯತೆ ಇದೆ ಎಂದು ಅಧಿಕಾರಿಗಳು ಅಂದಾಜಿಸಿದ್ದಾರೆ.: [44, 579, 213, 1263]
- kabaddi-headline: ಹೊನಲು ಬೆಳಕಿನ ಕಬ್ಬಡ್ಡಿ ಪಂದ್ಯಾವಳಿ ಮಹೇಶ್ ಯಾದವ್ ಚಾಲನೆ: [134, 1779, 844, 1819]
- masthead-svg: [504, 85, 919, 136]
- kabaddi-ribbon-photo: [221, 1825, 732, 2137]
